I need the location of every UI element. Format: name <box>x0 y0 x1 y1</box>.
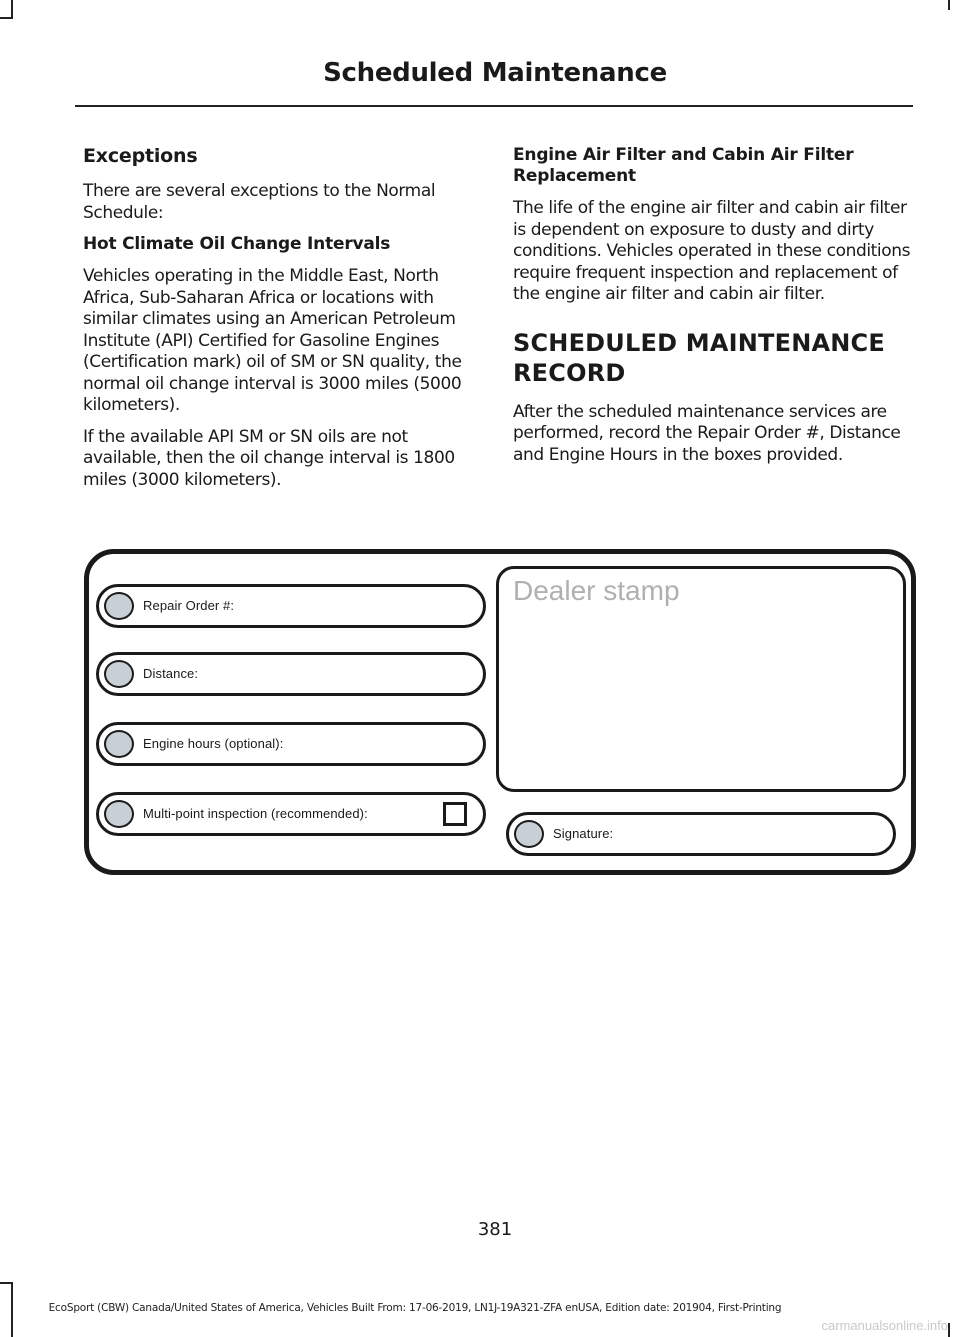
title-divider <box>75 105 913 107</box>
maintenance-record-heading <box>513 328 913 388</box>
crop-mark-bottom-right <box>948 1323 950 1337</box>
maintenance-record-text: After the scheduled maintenance services are performed, record the Repair Order #, Distance and Engine Hours in the boxes provided. <box>513 401 901 465</box>
field-marker-icon <box>104 730 134 758</box>
crop-mark-bottom-left-h <box>0 1282 12 1284</box>
inspection-label: Multi-point inspection (recommended): <box>143 806 368 821</box>
maintenance-record-heading-line1: SCHEDULED MAINTENANCE <box>513 328 885 357</box>
engine-hours-label: Engine hours (optional): <box>143 736 284 751</box>
field-marker-icon <box>104 800 134 828</box>
page-number: 381 <box>477 1219 513 1240</box>
inspection-checkbox[interactable] <box>443 802 467 826</box>
signature-field[interactable] <box>506 812 896 856</box>
distance-field[interactable] <box>96 652 486 696</box>
hot-climate-text: Vehicles operating in the Middle East, North Africa, Sub-Saharan Africa or locations with similar climates using an American Petroleum Institute (API) Certified for Gasoline Engines (Certification mark) oil of SM or SN quality, the normal oil change interval is 3000 miles (5000 kilometers). <box>83 266 462 415</box>
air-filter-heading: Engine Air Filter and Cabin Air Filter Replacement <box>513 145 854 186</box>
page-title: Scheduled Maintenance <box>323 58 667 88</box>
exceptions-text: There are several exceptions to the Normal Schedule: <box>83 181 436 223</box>
dealer-stamp-label: Dealer stamp <box>513 575 680 606</box>
crop-mark-top-right <box>948 0 950 10</box>
air-filter-text: The life of the engine air filter and cabin air filter is dependent on exposure to dusty and dirty conditions. Vehicles operated in these conditions require frequent inspection and replacement of the engine air filter and cabin air filter. <box>513 198 911 304</box>
left-column <box>83 145 483 501</box>
engine-hours-field[interactable] <box>96 722 486 766</box>
inspection-field[interactable] <box>96 792 486 836</box>
repair-order-label: Repair Order #: <box>143 598 235 613</box>
watermark: carmanualsonline.info <box>821 1318 948 1333</box>
field-marker-icon <box>514 820 544 848</box>
right-column <box>513 145 913 476</box>
exceptions-heading: Exceptions <box>83 145 198 167</box>
maintenance-record-heading-line2: RECORD <box>513 358 626 387</box>
edition-footer: EcoSport (CBW) Canada/United States of America, Vehicles Built From: 17-06-2019, LN1J-19A321-ZFA enUSA, Edition date: 201904, First-Printing <box>48 1302 782 1314</box>
repair-order-field[interactable] <box>96 584 486 628</box>
hot-climate-heading: Hot Climate Oil Change Intervals <box>83 234 391 254</box>
crop-mark-top-left-h <box>0 17 12 19</box>
dealer-stamp-box <box>496 566 906 792</box>
field-marker-icon <box>104 592 134 620</box>
field-marker-icon <box>104 660 134 688</box>
signature-label: Signature: <box>553 826 614 841</box>
api-oil-text: If the available API SM or SN oils are not available, then the oil change interval is 1800 miles (3000 kilometers). <box>83 426 455 490</box>
distance-label: Distance: <box>143 666 199 681</box>
